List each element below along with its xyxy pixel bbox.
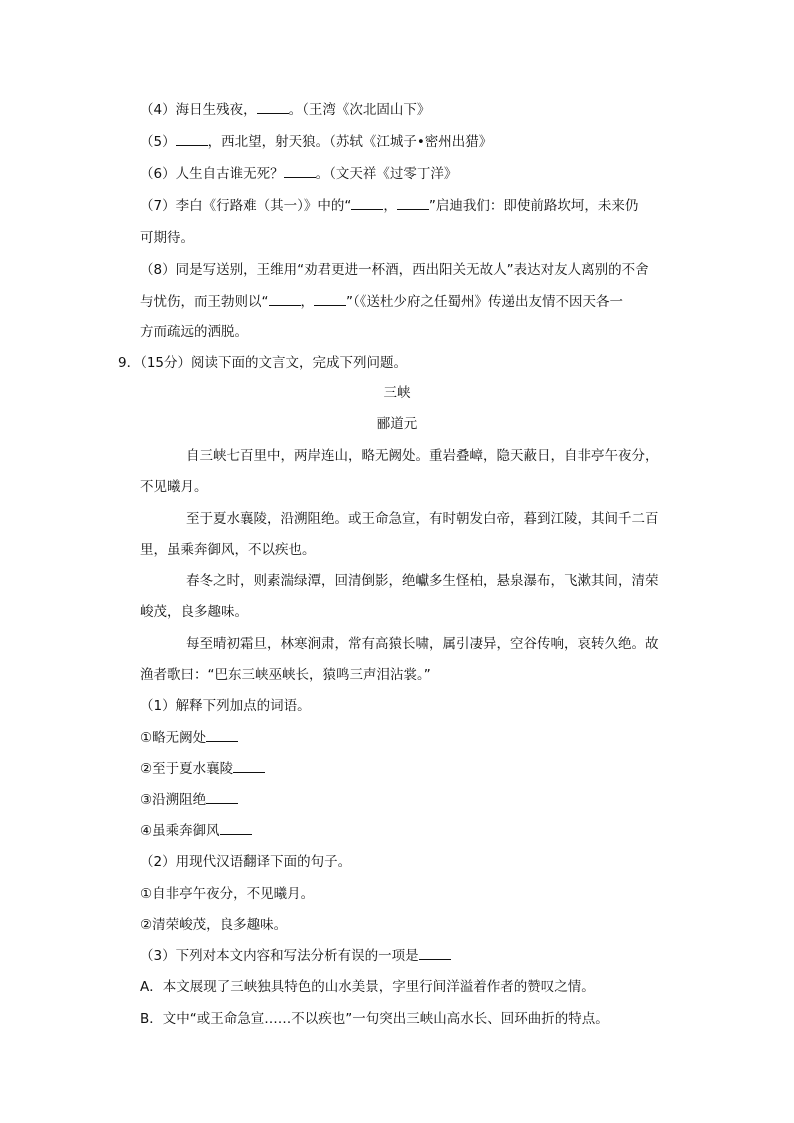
word-item-4: ④虽乘奔御风 (140, 821, 252, 841)
answer-blank[interactable] (269, 292, 301, 306)
sentence-item-2: ②清荣峻茂，良多趣味。 (140, 917, 288, 933)
item-8: （8）同是写送别，王维用“劝君更进一杯酒，西出阳关无故人”表达对友人离别的不舍 (140, 262, 649, 278)
answer-blank[interactable] (419, 946, 451, 960)
answer-blank[interactable] (257, 100, 289, 114)
passage-line: 峻茂，良多趣味。 (140, 604, 248, 620)
item-4: （4）海日生残夜， 。（王湾《次北固山下》 (140, 102, 431, 118)
word-item-2: ②至于夏水襄陵 (140, 759, 265, 779)
answer-blank[interactable] (233, 759, 265, 773)
option-b[interactable]: B．文中“或王命急宣……不以疾也”一句突出三峡山高水长、回环曲折的特点。 (140, 1011, 609, 1027)
word-item-1: ①略无阙处 (140, 728, 238, 748)
word-item-3: ③沿溯阻绝 (140, 790, 238, 810)
passage-line: 自三峡七百里中，两岸连山，略无阙处。重岩叠嶂，隐天蔽日，自非亭午夜分， (186, 448, 659, 464)
sub-question-3: （3）下列对本文内容和写法分析有误的一项是 (140, 946, 451, 966)
sub-question-2: （2）用现代汉语翻译下面的句子。 (140, 854, 352, 870)
answer-blank[interactable] (176, 132, 208, 146)
passage-line: 里，虽乘奔御风，不以疾也。 (140, 542, 316, 558)
item-7: （7）李白《行路难（其一）》中的“ ， ”启迪我们：即使前路坎坷，未来仍 (140, 198, 639, 214)
item-6: （6）人生自古谁无死？ 。（文天祥《过零丁洋》 (140, 166, 458, 182)
passage-line: 至于夏水襄陵，沿溯阻绝。或王命急宣，有时朝发白帝，暮到江陵，其间千二百 (186, 511, 659, 527)
answer-blank[interactable] (284, 164, 316, 178)
option-a[interactable]: A．本文展现了三峡独具特色的山水美景，字里行间洋溢着作者的赞叹之情。 (140, 979, 595, 995)
item-7-cont: 可期待。 (140, 230, 194, 246)
answer-blank[interactable] (220, 821, 252, 835)
answer-blank[interactable] (351, 196, 383, 210)
question-9-intro: 9．（15分）阅读下面的文言文，完成下列问题。 (118, 355, 408, 371)
answer-blank[interactable] (206, 728, 238, 742)
item-8-end: 方而疏远的洒脱。 (140, 324, 248, 340)
passage-line: 渔者歌曰：“巴东三峡巫峡长，猿鸣三声泪沾裳。” (140, 667, 431, 683)
sub-question-1: （1）解释下列加点的词语。 (140, 698, 311, 714)
item-5: （5） ，西北望，射天狼。（苏轼《江城子•密州出猎》 (140, 134, 493, 150)
passage-author: 郦道元 (376, 416, 418, 432)
item-8-cont: 与忧伤，而王勃则以“ ， ”（《送杜少府之任蜀州》传递出友情不因天各一 (140, 294, 623, 310)
answer-blank[interactable] (206, 790, 238, 804)
answer-blank[interactable] (314, 292, 346, 306)
passage-line: 每至晴初霜旦，林寒涧肃，常有高猿长啸，属引凄异，空谷传响，哀转久绝。故 (186, 636, 659, 652)
sentence-item-1: ①自非亭午夜分，不见曦月。 (140, 886, 315, 902)
passage-line: 春冬之时，则素湍绿潭，回清倒影，绝巘多生怪柏，悬泉瀑布，飞漱其间，清荣 (186, 573, 659, 589)
answer-blank[interactable] (397, 196, 429, 210)
passage-line: 不见曦月。 (140, 479, 208, 495)
passage-title: 三峡 (383, 385, 411, 401)
